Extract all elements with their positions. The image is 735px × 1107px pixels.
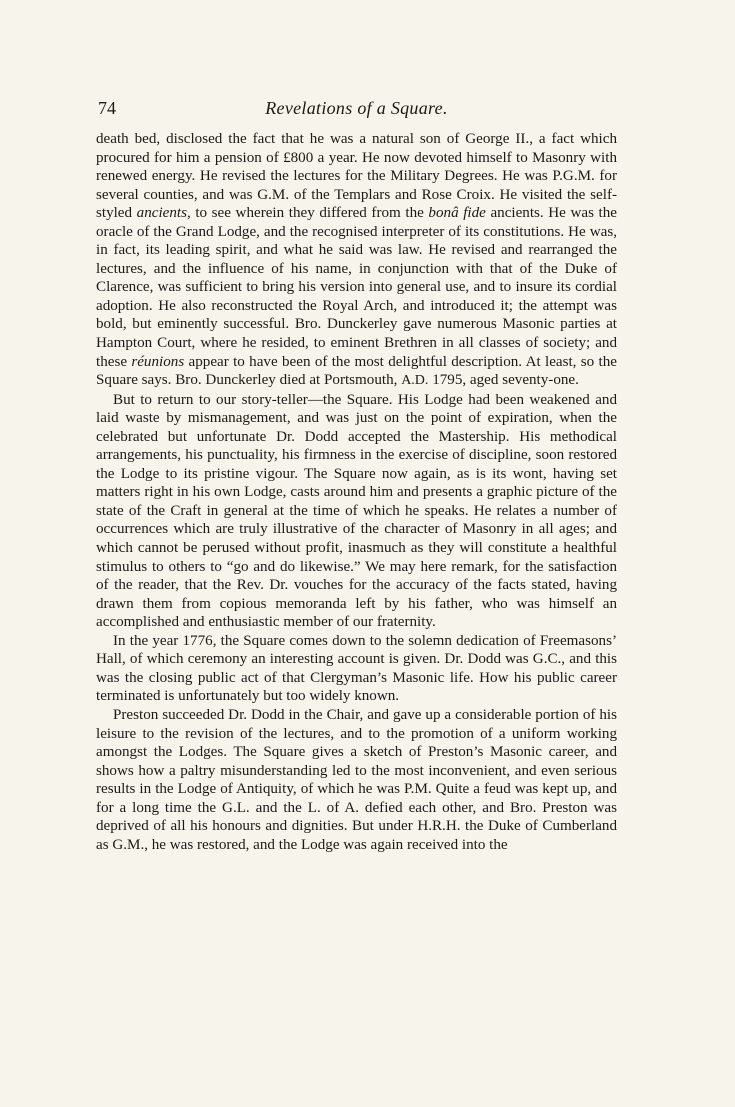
text-run: ancients. He was the oracle of the Grand Lodge, and the recognised interpreter of its constitutions. He was, in fact, its leading spirit, and what he said was law. He revised and rearranged the lectures, and the influence of his name, in conjunction with that of the Duke of Clarence, was sufficient to bring his version into general use, and to insure its cordial adoption. He also reconstructed the Royal Arch, and introduced it; the attempt was bold, but eminently successful. Bro. Dunckerley gave numerous Masonic parties at Hampton Court, where he resided, to eminent Brethren in all classes of society; and these <box>96 205 617 370</box>
page-number: 74 <box>98 98 116 118</box>
text-run: death bed, disclosed the fact that he was a natural son of George II., a fact which procured for him a pension of £800 a year. He now devoted himself to Masonry with renewed energy. He revised the lectures for the Military Degrees. He was P.G.M. for several counties, and was G.M. of the Templars and Rose Croix. He visited the self-styled <box>96 131 617 222</box>
text-run: Preston succeeded Dr. Dodd in the Chair, and gave up a considerable portion of his leisure to the revision of the lectures, and to the promotion of a uniform working amongst the Lodges. The Square gives a sketch of Preston’s Masonic career, and shows how a paltry misunderstanding led to the most inconvenient, and even serious results in the Lodge of Antiquity, of which he was P.M. Quite a feud was kept up, and for a long time the G.L. and the L. of A. defied each other, and Bro. Preston was deprived of all his honours and dignities. But under H.R.H. the Duke of Cumberland as G.M., he was restored, and the Lodge was again received into the <box>96 706 617 853</box>
text-run: appear to have been of the most delightful description. At least, so the Square says. Bro. Dunckerley died at Portsmouth, <box>96 353 617 389</box>
italic-text: réunions <box>131 353 185 370</box>
paragraph <box>96 706 617 854</box>
body-text <box>96 130 617 854</box>
text-run: , to see wherein they differed from the <box>186 205 429 222</box>
text-run: 1795, aged seventy-one. <box>428 372 579 389</box>
paragraph <box>96 130 617 391</box>
italic-text: ancients <box>136 205 187 222</box>
paragraph <box>96 632 617 706</box>
page-header <box>96 98 617 124</box>
text-run: But to return to our story-teller—the Square. His Lodge had been weakened and laid waste by mismanagement, and was just on the point of expiration, when the celebrated but unfortunate Dr. Dodd accepted the Mastership. His methodical arrangements, his punctuality, his firmness in the exercise of discipline, soon restored the Lodge to its pristine vigour. The Square now again, as is its wont, having set matters right in his own Lodge, casts around him and presents a graphic picture of the state of the Craft in general at the time of which he speaks. He relates a number of occurrences which are truly illustrative of the character of Masonry in all ages; and which cannot be perused without profit, inasmuch as they will constitute a healthful stimulus to others to “go and do likewise.” We may here remark, for the satisfaction of the reader, that the Rev. Dr. vouches for the accuracy of the facts stated, having drawn them from copious memoranda left by his father, who was himself an accomplished and enthusiastic member of our fraternity. <box>96 391 617 631</box>
small-caps-text: A.D. <box>401 373 429 389</box>
running-title: Revelations of a Square. <box>265 98 448 118</box>
text-run: In the year 1776, the Square comes down to the solemn dedication of Freemasons’ Hall, of which ceremony an interesting account is given. Dr. Dodd was G.C., and this was the closing public act of that Clergyman’s Masonic life. How his public career terminated is unfortunately but too widely known. <box>96 632 617 705</box>
paragraph <box>96 391 617 632</box>
italic-text: bonâ fide <box>428 205 486 222</box>
